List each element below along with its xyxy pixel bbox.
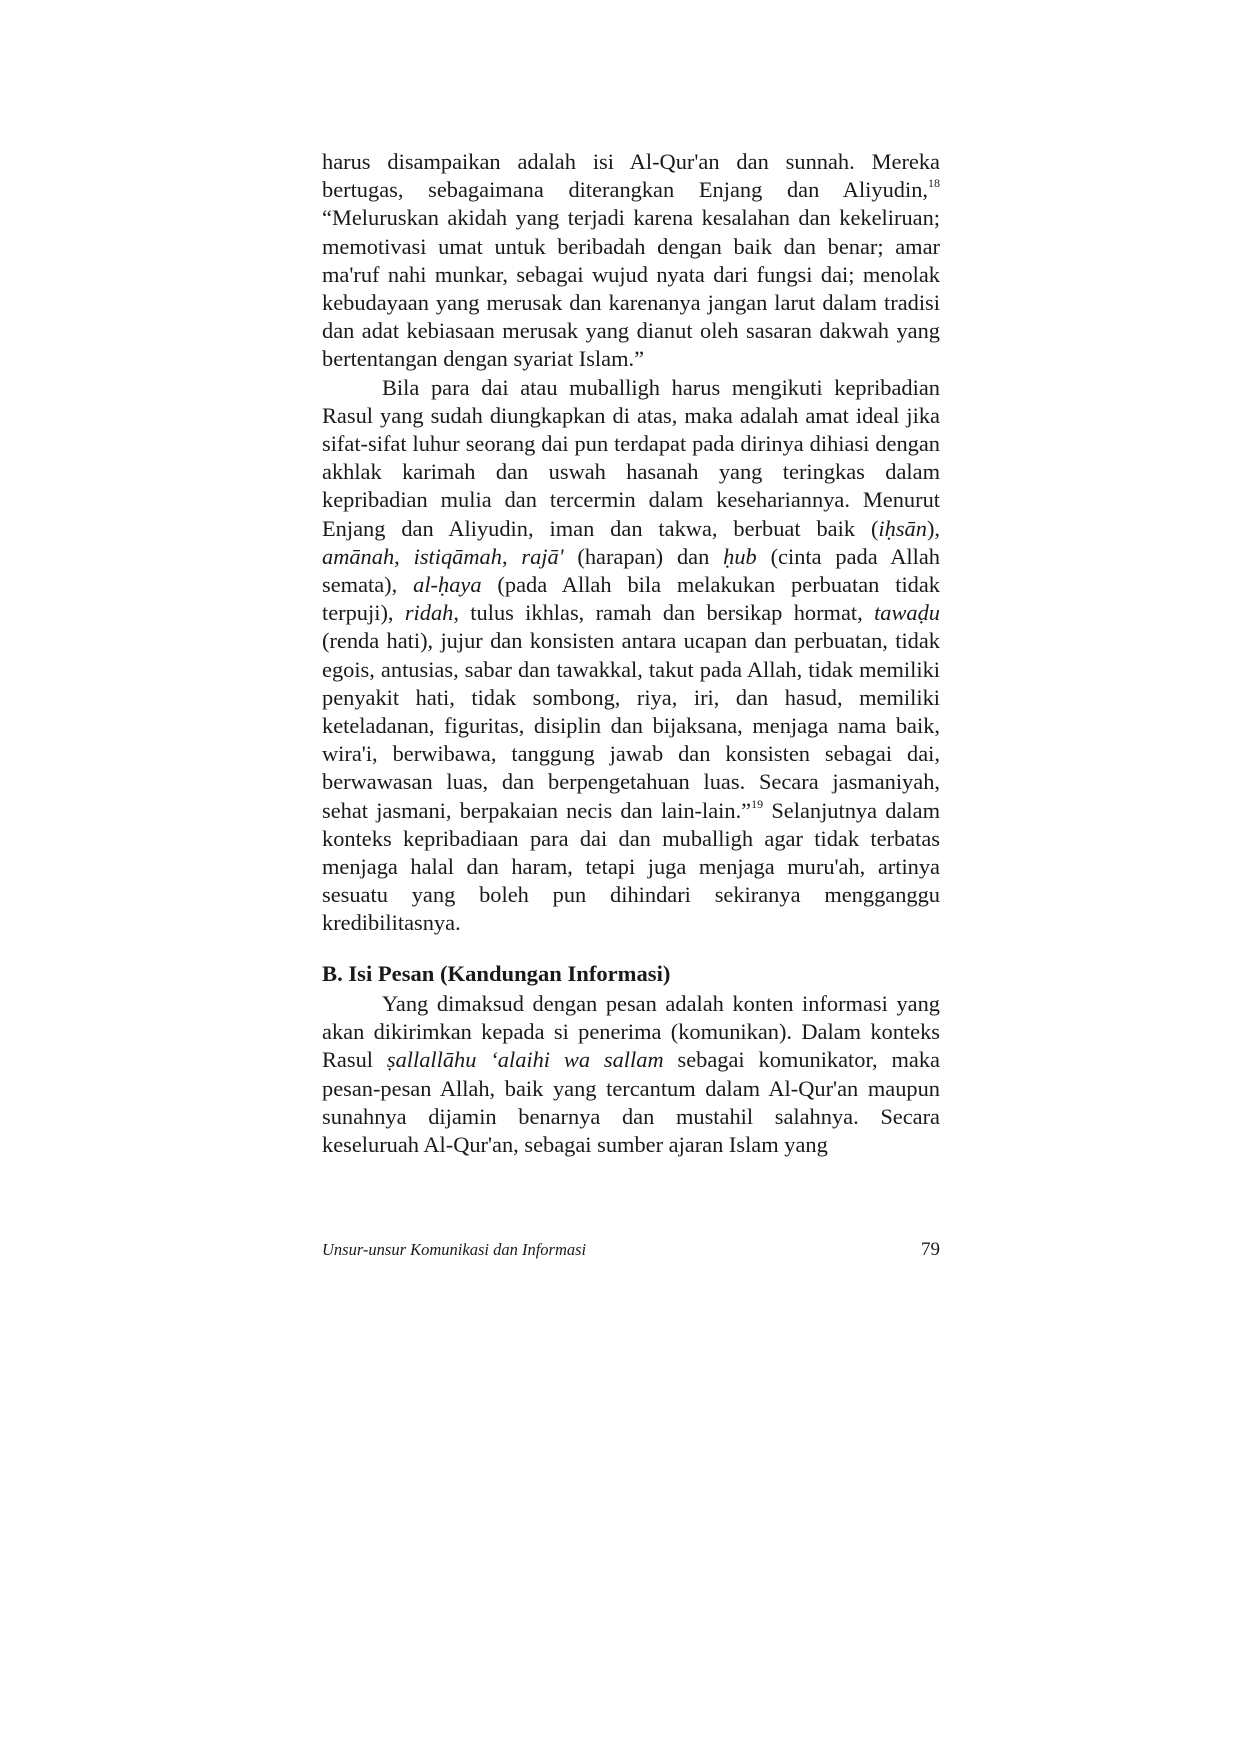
term-istiqamah: istiqāmah [413, 543, 502, 569]
main-text [322, 148, 940, 1159]
paragraph-2-text-e: (harapan) dan [563, 543, 724, 569]
paragraph-2-text-a: Bila para dai atau muballigh harus mengikuti kepribadian Rasul yang sudah diungkapkan di atas, maka adalah amat ideal jika sifat-sifat luhur seorang dai pun terdapat pada dirinya dihiasi dengan akhlak karimah dan uswah hasanah yang teringkas dalam kepribadian mulia dan tercermin dalam kesehariannya. Menurut Enjang dan Aliyudin, iman dan takwa, berbuat baik ( [322, 374, 940, 541]
paragraph-3 [322, 990, 940, 1159]
paragraph-2-text-f: (cinta pada Allah semata), [322, 543, 941, 598]
page-number: 79 [921, 1239, 940, 1260]
term-raja: rajā' [521, 543, 564, 569]
paragraph-2-text-g: (pada Allah bila melakukan perbuatan tidak terpuji), [322, 572, 940, 626]
term-ridah: ridah [404, 600, 454, 626]
paragraph-1-text-b: “Meluruskan akidah yang terjadi karena kesalahan dan kekeliruan; memotivasi umat untuk beribadah dengan baik dan benar; amar ma'ruf nahi munkar, sebagai wujud nyata dari fungsi dai; menolak kebudayaan yang merusak dan karenanya jangan larut dalam tradisi dan adat kebiasaan merusak yang dianut oleh sasaran dakwah yang bertentangan dengan syariat Islam.” [322, 205, 940, 372]
paragraph-2-text-h: , tulus ikhlas, ramah dan bersikap hormat, [453, 600, 875, 626]
paragraph-1-text-a: harus disampaikan adalah isi Al-Qur'an dan sunnah. Mereka bertugas, sebagaimana diterangkan Enjang dan Aliyudin, [322, 149, 940, 203]
paragraph-2 [322, 374, 940, 938]
term-hub: ḥub [723, 543, 757, 569]
paragraph-2-text-d: , [501, 543, 522, 569]
term-sallallahu: ṣallallāhu ‘alaihi wa sallam [386, 1047, 664, 1073]
footnote-ref-18: 18 [928, 176, 940, 191]
paragraph-2-text-b: ), [926, 515, 940, 541]
paragraph-3-text-a: Yang dimaksud dengan pesan adalah konten informasi yang akan dikirimkan kepada si penerima (komunikan). Dalam konteks Rasul [322, 990, 940, 1073]
term-ihsan: iḥsān [878, 515, 927, 541]
paragraph-2-text-c: , [394, 543, 414, 569]
page-footer [322, 1239, 940, 1261]
term-amanah: amānah [322, 543, 395, 569]
footnote-ref-19: 19 [751, 796, 764, 811]
paragraph-2-text-i: (renda hati), jujur dan konsisten antara ucapan dan perbuatan, tidak egois, antusias, sabar dan tawakkal, takut pada Allah, tidak memiliki penyakit hati, tidak sombong, riya, iri, dan hasud, memiliki keteladanan, figuritas, disiplin dan bijaksana, menjaga nama baik, wira'i, berwibawa, tanggung jawab dan konsisten sebagai dai, berwawasan luas, dan berpengetahuan luas. Secara jasmaniyah, sehat jasmani, berpakaian necis dan lain-lain.” [322, 628, 940, 823]
term-tawadu: tawaḍu [874, 600, 940, 626]
paragraph-2-text-j: Selanjutnya dalam konteks kepribadiaan para dai dan muballigh agar tidak terbatas menjaga halal dan haram, tetapi juga menjaga muru'ah, artinya sesuatu yang boleh pun dihindari sekiranya mengganggu kredibilitasnya. [322, 797, 940, 936]
paragraph-1 [322, 148, 940, 374]
section-heading: B. Isi Pesan (Kandungan Informasi) [322, 960, 671, 986]
term-al-haya: al-ḥaya [413, 572, 482, 598]
paragraph-3-text-b: sebagai komunikator, maka pesan-pesan Allah, baik yang tercantum dalam Al-Qur'an maupun sunahnya dijamin benarnya dan mustahil salahnya. Secara keseluruah Al-Qur'an, sebagai sumber ajaran Islam yang [322, 1047, 940, 1157]
running-footer-title: Unsur-unsur Komunikasi dan Informasi [322, 1240, 587, 1259]
